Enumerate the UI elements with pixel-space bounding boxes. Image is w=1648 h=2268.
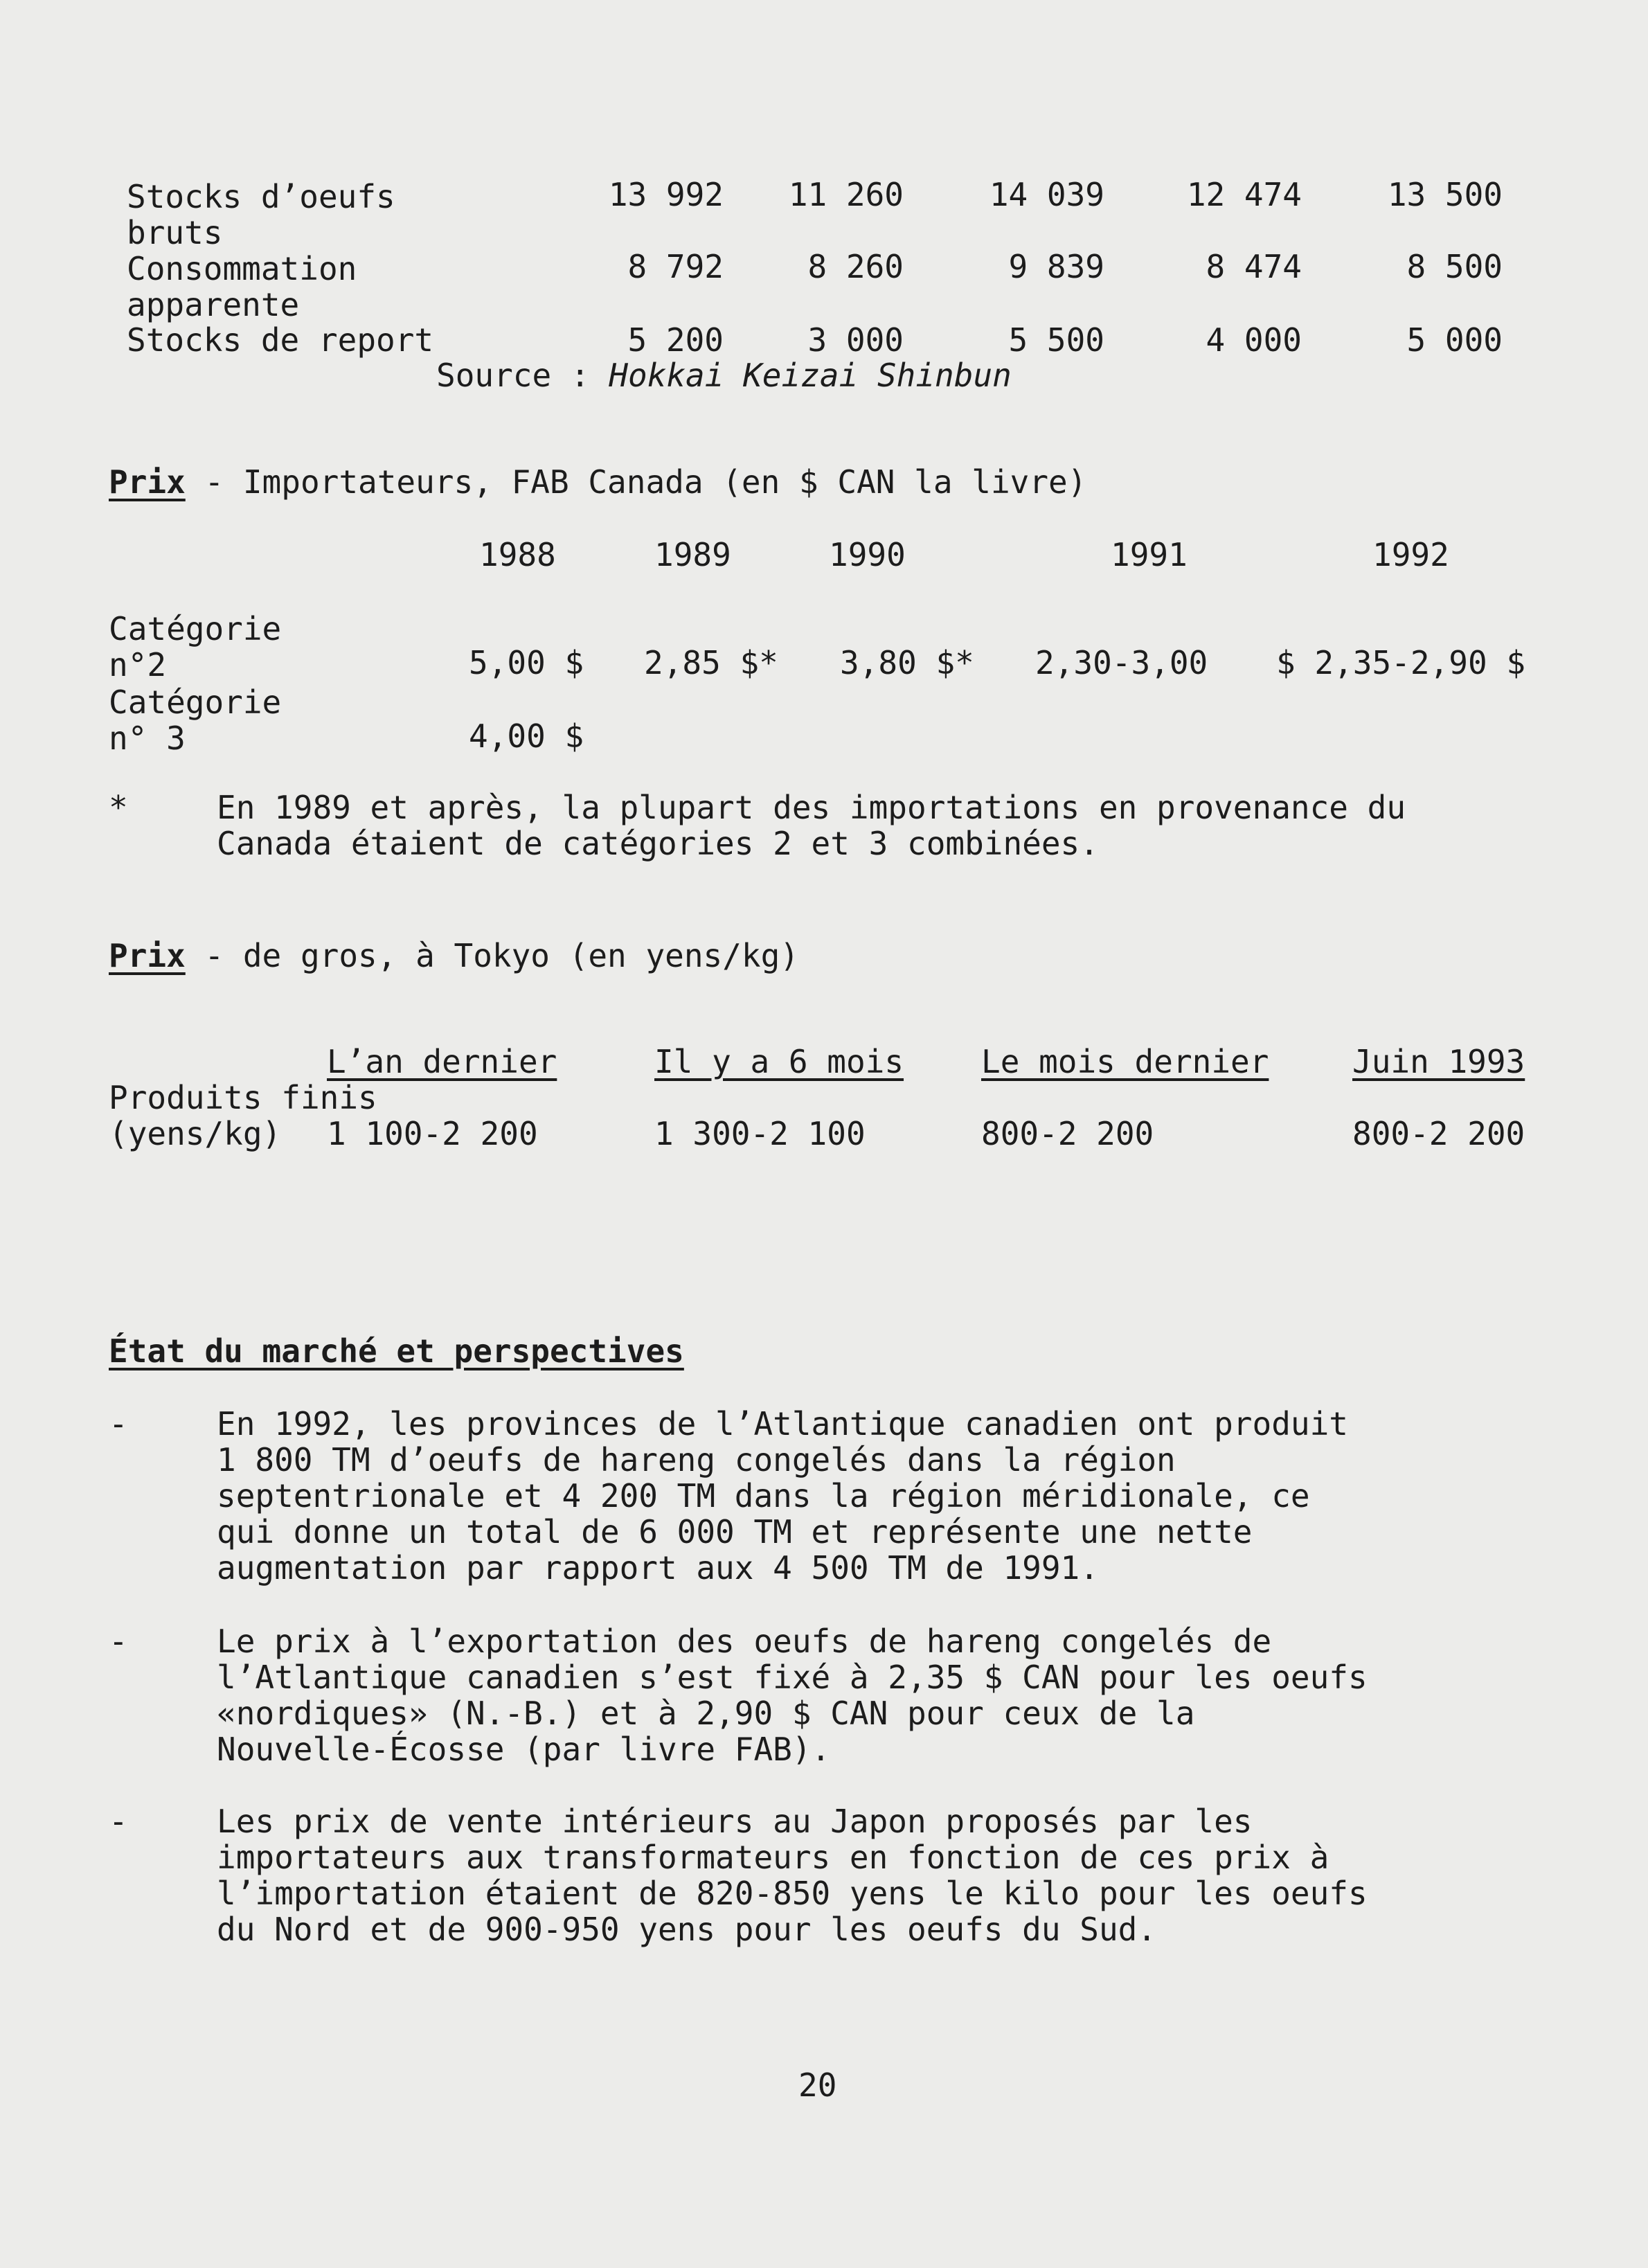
- price-cell: 2,85 $*: [644, 644, 778, 681]
- row-label: Produits finis: [109, 1079, 377, 1116]
- wholesale-price: 800-2 200: [1352, 1115, 1525, 1152]
- price-cell: 2,30-3,00: [1035, 644, 1208, 681]
- price-cell: 5,00 $: [469, 644, 584, 681]
- footnote-mark: *: [109, 789, 128, 826]
- price-cell: 4,00 $: [469, 717, 584, 755]
- section-heading: Prix: [109, 937, 186, 974]
- section-title-rest: - Importateurs, FAB Canada (en $ CAN la livre): [185, 463, 1087, 501]
- bullet-text: En 1992, les provinces de l’Atlantique canadien ont produit 1 800 TM d’oeufs de hareng congelés dans la région septentrionale et 4 200 TM dans la région méridionale, ce qui donne un total de 6 000 TM et représente une nette augmentation par rapport aux 4 500 TM de 1991.: [217, 1405, 1348, 1587]
- wholesale-price: 1 100-2 200: [327, 1115, 538, 1152]
- source-prefix: Source :: [436, 357, 609, 394]
- year-header: 1992: [1372, 536, 1449, 573]
- stocks-row-label: Stocks d’oeufs bruts: [127, 178, 395, 251]
- prix-importateurs-title: [109, 463, 1087, 501]
- stocks-cell: 13 992: [608, 176, 724, 213]
- stocks-cell: 9 839: [1008, 248, 1104, 285]
- stocks-cell: 8 260: [807, 248, 904, 285]
- stocks-cell: 11 260: [788, 176, 904, 213]
- bullet-mark: -: [109, 1803, 128, 1840]
- bullet-mark: -: [109, 1623, 128, 1660]
- category-label: Catégorie n°2: [109, 610, 282, 684]
- stocks-cell: 13 500: [1387, 176, 1503, 213]
- column-header: Le mois dernier: [981, 1043, 1269, 1080]
- wholesale-price: 800-2 200: [981, 1115, 1154, 1152]
- stocks-cell: 8 792: [627, 248, 724, 285]
- stocks-cell: 12 474: [1186, 176, 1302, 213]
- price-cell: 3,80 $*: [840, 644, 974, 681]
- category-label: Catégorie n° 3: [109, 684, 282, 757]
- prix-gros-title: [109, 937, 799, 974]
- stocks-row-label: Consommation apparente: [127, 250, 357, 323]
- column-header: Juin 1993: [1352, 1043, 1525, 1080]
- column-header: L’an dernier: [327, 1043, 557, 1080]
- bullet-text: Les prix de vente intérieurs au Japon proposés par les importateurs aux transformateurs en fonction de ces prix à l’importation étaient de 820-850 yens le kilo pour les oeufs du Nord et de 900-950 yens pour les oeufs du Sud.: [217, 1803, 1368, 1948]
- stocks-cell: 5 200: [627, 321, 724, 359]
- column-header: Il y a 6 mois: [654, 1043, 904, 1080]
- year-header: 1989: [654, 536, 731, 573]
- wholesale-price: 1 300-2 100: [654, 1115, 866, 1152]
- bullet-text: Le prix à l’exportation des oeufs de hareng congelés de l’Atlantique canadien s’est fixé à 2,35 $ CAN pour les oeufs «nordiques» (N.-B.) et à 2,90 $ CAN pour ceux de la Nouvelle-Écosse (par livre FAB).: [217, 1623, 1368, 1768]
- stocks-cell: 3 000: [807, 321, 904, 359]
- price-cell: $ 2,35-2,90 $: [1276, 644, 1526, 681]
- year-header: 1988: [479, 536, 556, 573]
- etat-heading: État du marché et perspectives: [109, 1332, 684, 1370]
- year-header: 1991: [1111, 536, 1188, 573]
- footnote-text: En 1989 et après, la plupart des importations en provenance du Canada étaient de catégories 2 et 3 combinées.: [217, 789, 1406, 862]
- page-number: 20: [798, 2066, 837, 2104]
- row-label: (yens/kg): [109, 1115, 282, 1152]
- source-title: Hokkai Keizai Shinbun: [609, 357, 1012, 394]
- source-line: [436, 357, 1012, 394]
- year-header: 1990: [829, 536, 906, 573]
- section-title-rest: - de gros, à Tokyo (en yens/kg): [185, 937, 799, 974]
- stocks-cell: 8 474: [1206, 248, 1302, 285]
- stocks-cell: 5 000: [1406, 321, 1503, 359]
- section-heading: Prix: [109, 463, 186, 501]
- stocks-cell: 14 039: [989, 176, 1104, 213]
- stocks-row-label: Stocks de report: [127, 321, 434, 359]
- stocks-cell: 4 000: [1206, 321, 1302, 359]
- stocks-cell: 8 500: [1406, 248, 1503, 285]
- stocks-cell: 5 500: [1008, 321, 1104, 359]
- bullet-mark: -: [109, 1405, 128, 1443]
